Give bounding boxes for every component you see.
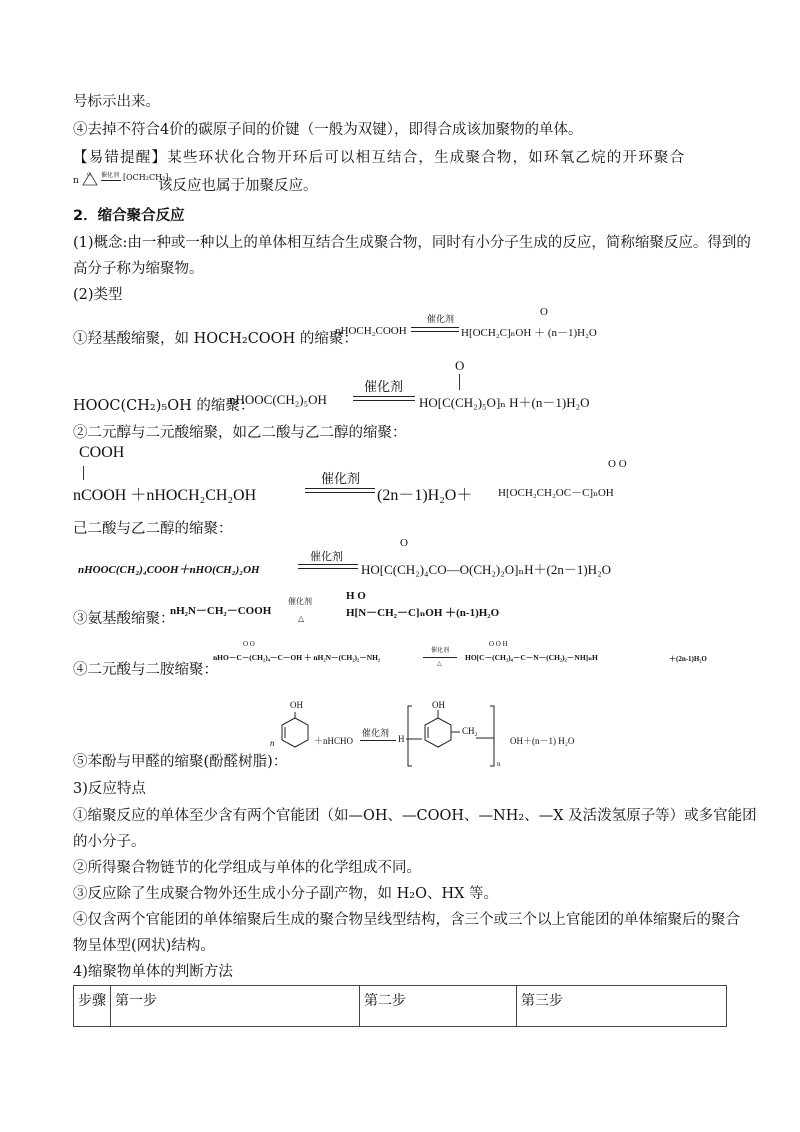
type-label: ⑤苯酚与甲醛的缩聚(酚醛树脂)： [73,754,288,770]
eq-right: HO[C(CH₂)₄CO—O(CH₂)₂O]ₙH＋(2n－1)H₂O [361,562,611,577]
text-line: 号标示出来。 [73,94,160,110]
eq-left: nHOOC(CH₂)₄COOH＋nHO(CH₂)₂OH [78,564,260,576]
text-line: 物呈体型(网状)结构。 [73,938,215,954]
table-cell: 步骤 [74,986,111,1027]
eq-oxygen: O [540,306,548,318]
eq-left: nHOCH₂COOH [335,325,407,337]
table-cell: 第二步 [360,986,517,1027]
text-line: 高分子称为缩聚物。 [73,261,204,277]
eq-oh2: OH [432,700,445,710]
eq-right: H[N－CH₂－C]ₙOH ＋(n-1)H₂O [346,607,500,619]
text-line: 的小分子。 [73,834,146,850]
eq-ch2: CH₂ [462,726,478,736]
eq-top-left: O O [243,640,255,648]
eq-top-right: O O H [489,640,508,648]
eq-catalyst: 催化剂 [288,597,312,606]
eq-left: nCOOH ＋nHOCH₂CH₂OH [73,487,257,504]
text-line: (1)概念:由一种或一种以上的单体相互结合生成聚合物，同时有小分子生成的反应，简称缩聚反应。得到的 [73,235,751,251]
equation-hydroxy-acid [335,306,735,348]
eq-catalyst: 催化剂 [310,551,343,563]
text-line: 该反应也属于加聚反应。 [158,178,318,194]
equation-phenol-formaldehyde [270,700,600,772]
eq-tail: ＋(2n-1)H₂O [669,655,707,663]
eq-heat: △ [298,614,305,623]
equation-diacid-diamine [213,640,733,676]
text-line: (2)类型 [73,287,123,303]
eq-heat: △ [437,661,442,667]
eq-oxygen: O O [608,458,627,470]
eq-oxygen: O [400,537,408,549]
type-label: ①羟基酸缩聚，如 HOCH₂COOH 的缩聚： [73,331,358,347]
eq-catalyst: 催化剂 [364,379,404,394]
table-cell: 第一步 [111,986,360,1027]
type-label: ③氨基酸缩聚： [73,611,175,627]
eq-left: nHO－C－(CH₂)₄－C－OH ＋ nH₂N－(CH₂)₂－NH₂ [213,653,381,662]
benzene-ring-icon [278,712,312,752]
text-line: ④去掉不符合4价的碳原子间的价键（一般为双键），即得合成该加聚物的单体。 [73,122,583,138]
text-line: 3)反应特点 [73,781,146,797]
text-line: 【易错提醒】某些环状化合物开环后可以相互结合，生成聚合物，如环氧乙烷的开环聚合 [73,150,686,166]
text-line: ①缩聚反应的单体至少含有两个官能团（如—OH、—COOH、—NH₂、—X 及活泼氢原子等）或多官能团 [73,808,757,824]
epoxide-ring-icon [81,170,99,188]
section-heading: 2．缩合聚合反应 [73,208,185,224]
eq-oxygen: O [455,358,465,373]
ring-catalyst: 催化剂 [101,172,120,179]
eq-right: H[OCH₂C]ₙOH ＋ (n－1)H₂O [461,327,597,339]
equation-adipic-glycol [78,537,738,581]
text-line: ②所得聚合物链节的化学组成与单体的化学组成不同。 [73,860,421,876]
eq-plus: ＋nHCHO [314,736,354,746]
eq-top: H O [346,590,366,602]
eq-catalyst: 催化剂 [321,471,361,486]
type-label: HOOC(CH₂)₅OH 的缩聚： [73,398,255,414]
eq-mid: (2n－1)H₂O＋ [377,487,473,504]
eq-left: nHOOC(CH₂)₅OH [229,392,327,407]
eq-catalyst: 催化剂 [362,728,390,738]
eq-top: COOH [79,444,125,461]
type-label: 己二酸与乙二醇的缩聚： [73,521,233,537]
eq-right: HO[C－(CH₂)₄－C－N－(CH₂)₂－NH]ₙH [465,653,598,662]
steps-table [73,985,727,1027]
polymer-bracket-icon [406,700,496,772]
equation-oxalic-glycol [73,442,733,502]
eq-catalyst: 催化剂 [431,648,450,654]
text-line: 4)缩聚物单体的判断方法 [73,964,233,980]
eq-subscript: n [497,760,501,768]
eq-n: n [270,738,275,748]
eq-catalyst: 催化剂 [427,314,455,324]
ring-n: n [73,176,79,186]
equation-amino-acid [170,590,540,630]
eq-h: H [398,734,405,744]
eq-oh: OH [290,700,303,710]
eq-right: H[OCH₂CH₂OC－C]ₙOH [498,487,614,499]
svg-text:O: O [87,172,92,178]
ring-product: [OCH₂CH₂]ₙ [123,173,172,182]
type-label: ④二元酸与二胺缩聚： [73,662,218,678]
type-label: ②二元醇与二元酸缩聚，如乙二酸与乙二醇的缩聚： [73,425,407,441]
text-line: ④仅含两个官能团的单体缩聚后生成的聚合物呈线型结构，含三个或三个以上官能团的单体缩聚后的聚合 [73,912,740,928]
eq-right: HO[C(CH₂)₅O]ₙ H＋(n－1)H₂O [419,395,590,410]
text-line: ③反应除了生成聚合物外还生成小分子副产物，如 H₂O、HX 等。 [73,886,499,902]
eq-tail: OH＋(n－1) H₂O [510,736,575,746]
table-row [74,986,727,1027]
table-cell: 第三步 [517,986,727,1027]
equation-hooc-ch2-oh [229,358,679,408]
eq-left: nH₂N－CH₂－COOH [170,605,272,617]
